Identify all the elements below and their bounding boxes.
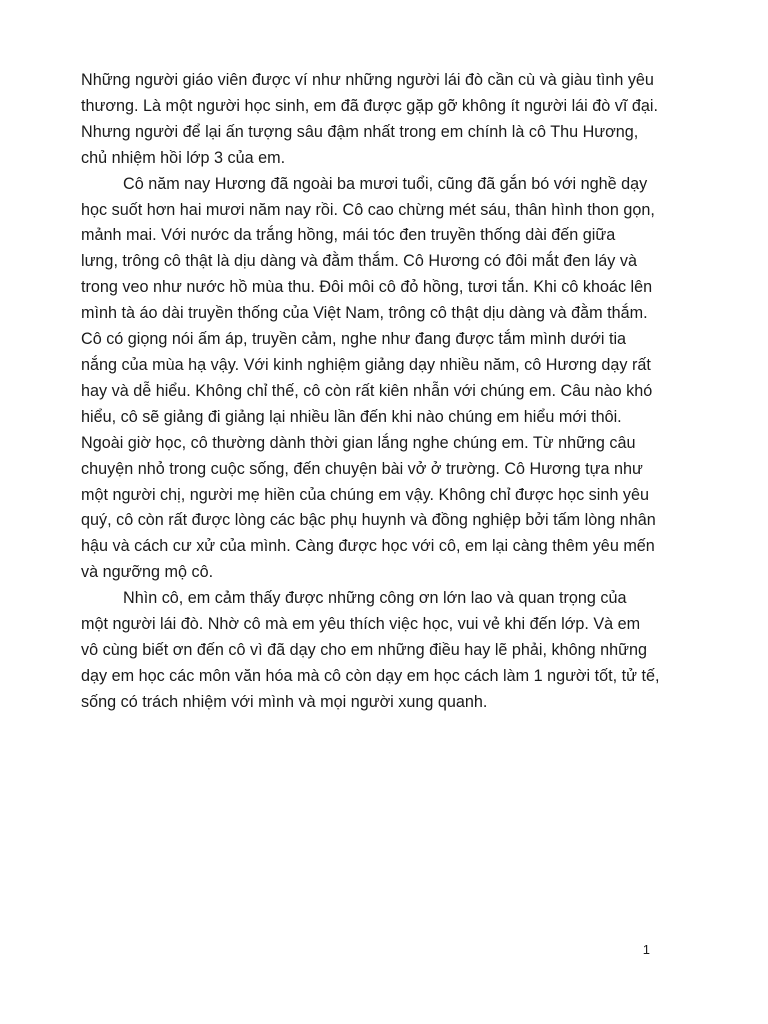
text-line: một người chị, người mẹ hiền của chúng em vậy. Không chỉ được học sinh yêu [81,485,649,504]
text-line: Cô có giọng nói ấm áp, truyền cảm, nghe như đang được tắm mình dưới tia [81,330,627,349]
text-line: nắng của mùa hạ vậy. Với kinh nghiệm giảng dạy nhiều năm, cô Hương dạy rất [81,355,651,374]
essay-body [81,68,693,716]
text-line: quý, cô còn rất được lòng các bậc phụ huynh và đồng nghiệp bởi tấm lòng nhân [81,511,656,530]
text-line: lưng, trông cô thật là dịu dàng và đằm thắm. Cô Hương có đôi mắt đen láy và [81,252,637,271]
text-line: chuyện nhỏ trong cuộc sống, đến chuyện bài vở ở trường. Cô Hương tựa như [81,459,643,478]
text-line: sống có trách nhiệm với mình và mọi người xung quanh. [81,692,488,711]
text-line: vô cùng biết ơn đến cô vì đã dạy cho em những điều hay lẽ phải, không những [81,640,647,659]
text-line: Ngoài giờ học, cô thường dành thời gian lắng nghe chúng em. Từ những câu [81,433,636,452]
text-line: dạy em học các môn văn hóa mà cô còn dạy em học cách làm 1 người tốt, tử tế, [81,666,660,685]
page-number: 1 [642,942,650,957]
text-line: mảnh mai. Với nước da trắng hồng, mái tóc đen truyền thống dài đến giữa [81,226,616,245]
text-line: và ngưỡng mộ cô. [81,563,214,582]
text-line: hiểu, cô sẽ giảng đi giảng lại nhiều lần đến khi nào chúng em hiểu mới thôi. [81,407,622,426]
text-line: chủ nhiệm hồi lớp 3 của em. [81,148,286,167]
text-line: trong veo như nước hồ mùa thu. Đôi môi cô đỏ hồng, tươi tắn. Khi cô khoác lên [81,278,653,297]
text-line: Nhưng người để lại ấn tượng sâu đậm nhất trong em chính là cô Thu Hương, [81,122,639,141]
text-line: Những người giáo viên được ví như những người lái đò cần cù và giàu tình yêu [81,71,654,89]
text-line: mình tà áo dài truyền thống của Việt Nam, trông cô thật dịu dàng và đằm thắm. [81,304,648,323]
text-line: hậu và cách cư xử của mình. Càng được học với cô, em lại càng thêm yêu mến [81,537,655,556]
text-line: hay và dễ hiểu. Không chỉ thế, cô còn rất kiên nhẫn với chúng em. Câu nào khó [81,381,653,400]
text-line: thương. Là một người học sinh, em đã được gặp gỡ không ít người lái đò vĩ đại. [81,96,658,115]
paragraph-start-line: Nhìn cô, em cảm thấy được những công ơn lớn lao và quan trọng của [123,589,627,608]
paragraph-start-line: Cô năm nay Hương đã ngoài ba mươi tuổi, cũng đã gắn bó với nghề dạy [123,174,648,193]
text-line: một người lái đò. Nhờ cô mà em yêu thích việc học, vui vẻ khi đến lớp. Và em [81,615,641,634]
text-line: học suốt hơn hai mươi năm nay rồi. Cô cao chừng mét sáu, thân hình thon gọn, [81,200,655,219]
